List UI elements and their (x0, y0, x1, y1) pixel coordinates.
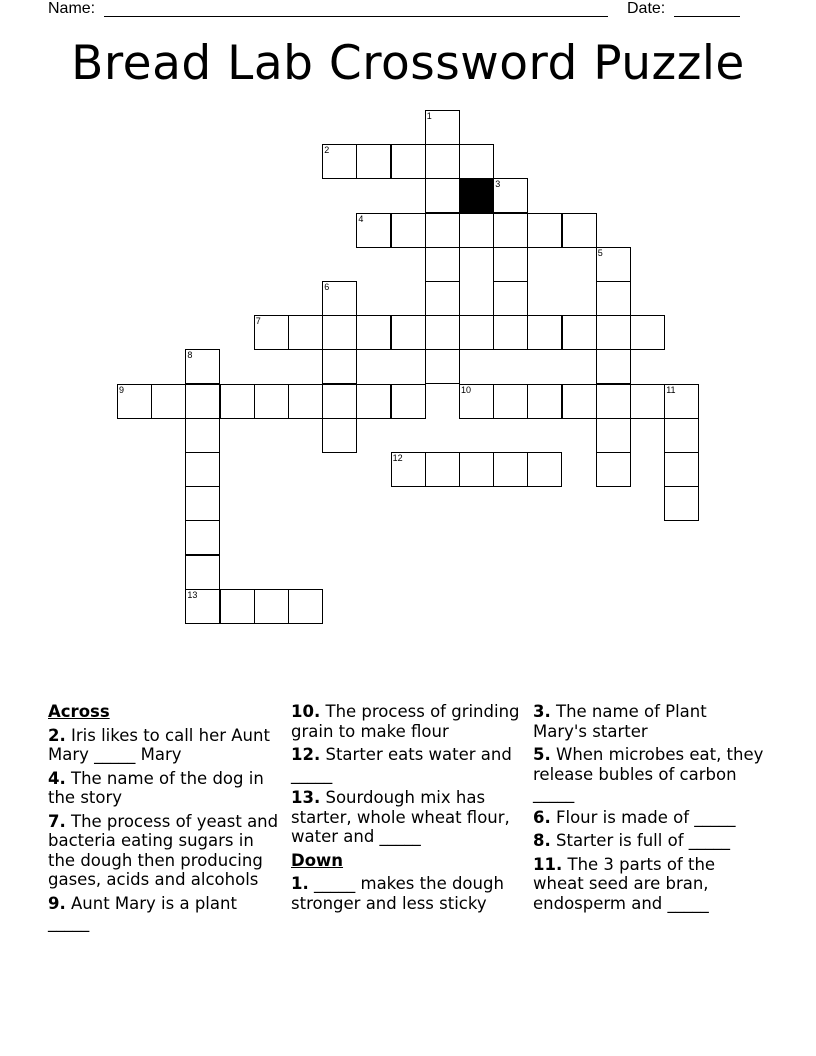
clue-number: 3 (495, 179, 501, 190)
clue-across-9: 9. Aunt Mary is a plant _____ (48, 893, 237, 932)
crossword-cell[interactable] (664, 384, 699, 419)
clue-number: 13 (187, 589, 198, 600)
clue-column-3 (533, 702, 765, 917)
clue-number: 12 (392, 453, 403, 463)
crossword-cell[interactable] (493, 315, 528, 350)
crossword-cell[interactable] (288, 384, 323, 419)
crossword-cell[interactable] (596, 349, 631, 384)
clue-across-12: 12. Starter eats water and _____ (291, 745, 512, 784)
crossword-cell[interactable] (425, 110, 460, 145)
black-square (459, 178, 494, 213)
crossword-cell[interactable] (630, 315, 665, 350)
crossword-cell[interactable] (185, 555, 220, 590)
crossword-cell[interactable] (151, 384, 186, 419)
clue-column-1 (48, 702, 280, 937)
crossword-cell[interactable] (493, 247, 528, 282)
clue-down-1: 1. _____ makes the dough stronger and less sticky (291, 874, 504, 913)
crossword-cell[interactable] (425, 281, 460, 316)
crossword-cell[interactable] (220, 384, 255, 419)
crossword-cell[interactable] (493, 213, 528, 248)
clue-number: 10 (461, 384, 472, 395)
crossword-cell[interactable] (630, 384, 665, 419)
clue-column-2 (291, 702, 523, 917)
crossword-cell[interactable] (425, 452, 460, 487)
crossword-cell[interactable] (185, 486, 220, 521)
crossword-cell[interactable] (185, 589, 220, 624)
crossword-cell[interactable] (391, 315, 426, 350)
crossword-cell[interactable] (425, 315, 460, 350)
clue-number: 5 (597, 247, 603, 258)
crossword-cell[interactable] (117, 384, 152, 419)
clue-number: 7 (255, 316, 261, 327)
page-title: Bread Lab Crossword Puzzle (71, 36, 745, 91)
clue-down-11: 11. The 3 parts of the wheat seed are bran, endosperm and _____ (533, 854, 716, 913)
clue-across-2: 2. Iris likes to call her Aunt Mary _____ Mary (48, 725, 270, 764)
crossword-cell[interactable] (288, 589, 323, 624)
crossword-cell[interactable] (356, 315, 391, 350)
crossword-cell[interactable] (322, 144, 357, 179)
crossword-cell[interactable] (527, 452, 562, 487)
crossword-cell[interactable] (391, 144, 426, 179)
clue-across-13: 13. Sourdough mix has starter, whole wheat flour, water and _____ (291, 788, 510, 846)
crossword-cell[interactable] (254, 589, 289, 624)
crossword-cell[interactable] (425, 349, 460, 384)
crossword-cell[interactable] (596, 315, 631, 350)
crossword-cell[interactable] (322, 418, 357, 453)
crossword-cell[interactable] (288, 315, 323, 350)
crossword-cell[interactable] (254, 384, 289, 419)
crossword-cell[interactable] (391, 213, 426, 248)
clue-number: 1 (426, 111, 432, 121)
clue-number: 6 (324, 282, 330, 292)
crossword-cell[interactable] (527, 384, 562, 419)
date-label: Date: (627, 0, 666, 17)
crossword-cell[interactable] (391, 452, 426, 487)
crossword-cell[interactable] (322, 315, 357, 350)
crossword-cell[interactable] (562, 384, 597, 419)
crossword-cell[interactable] (596, 281, 631, 316)
crossword-cell[interactable] (527, 315, 562, 350)
crossword-cell[interactable] (459, 452, 494, 487)
crossword-cell[interactable] (596, 418, 631, 453)
crossword-cell[interactable] (185, 418, 220, 453)
clue-number: 4 (358, 213, 364, 224)
crossword-cell[interactable] (185, 384, 220, 419)
clue-number: 9 (119, 384, 125, 395)
crossword-cell[interactable] (493, 384, 528, 419)
clue-down-5: 5. When microbes eat, they release bubles of carbon _____ (533, 745, 764, 803)
crossword-cell[interactable] (459, 384, 494, 419)
crossword-cell[interactable] (459, 315, 494, 350)
crossword-cell[interactable] (322, 281, 357, 316)
clue-down-3: 3. The name of Plant Mary's starter (533, 702, 707, 741)
clue-across-7: 7. The process of yeast and bacteria eating sugars in the dough then producing gases, acids and alcohols (48, 811, 279, 889)
down-heading: Down (291, 850, 344, 870)
clue-number: 8 (187, 350, 193, 361)
crossword-cell[interactable] (391, 384, 426, 419)
crossword-cell[interactable] (185, 520, 220, 555)
crossword-cell[interactable] (425, 247, 460, 282)
crossword-cell[interactable] (562, 315, 597, 350)
crossword-cell[interactable] (185, 452, 220, 487)
crossword-cell[interactable] (493, 452, 528, 487)
crossword-cell[interactable] (356, 144, 391, 179)
crossword-cell[interactable] (220, 589, 255, 624)
crossword-cell[interactable] (356, 384, 391, 419)
crossword-cell[interactable] (596, 384, 631, 419)
clue-down-8: 8. Starter is full of _____ (533, 831, 730, 850)
clue-number: 11 (666, 384, 676, 395)
crossword-cell[interactable] (322, 384, 357, 419)
crossword-cell[interactable] (664, 452, 699, 487)
clue-down-6: 6. Flour is made of _____ (533, 807, 736, 827)
clue-across-10: 10. The process of grinding grain to make flour (291, 702, 520, 741)
name-label: Name: (48, 0, 96, 17)
crossword-cell[interactable] (356, 213, 391, 248)
across-heading: Across (48, 702, 110, 721)
crossword-cell[interactable] (425, 213, 460, 248)
crossword-cell[interactable] (425, 178, 460, 213)
crossword-cell[interactable] (596, 247, 631, 282)
crossword-cell[interactable] (493, 178, 528, 213)
crossword-cell[interactable] (185, 349, 220, 384)
clue-across-4: 4. The name of the dog in the story (48, 768, 264, 807)
crossword-cell[interactable] (493, 281, 528, 316)
crossword-cell[interactable] (254, 315, 289, 350)
crossword-cell[interactable] (664, 418, 699, 453)
clue-number: 2 (324, 145, 330, 156)
crossword-cell[interactable] (425, 144, 460, 179)
crossword-cell[interactable] (596, 452, 631, 487)
crossword-cell[interactable] (527, 213, 562, 248)
crossword-cell[interactable] (562, 213, 597, 248)
crossword-cell[interactable] (664, 486, 699, 521)
crossword-cell[interactable] (459, 144, 494, 179)
crossword-cell[interactable] (459, 213, 494, 248)
crossword-cell[interactable] (322, 349, 357, 384)
